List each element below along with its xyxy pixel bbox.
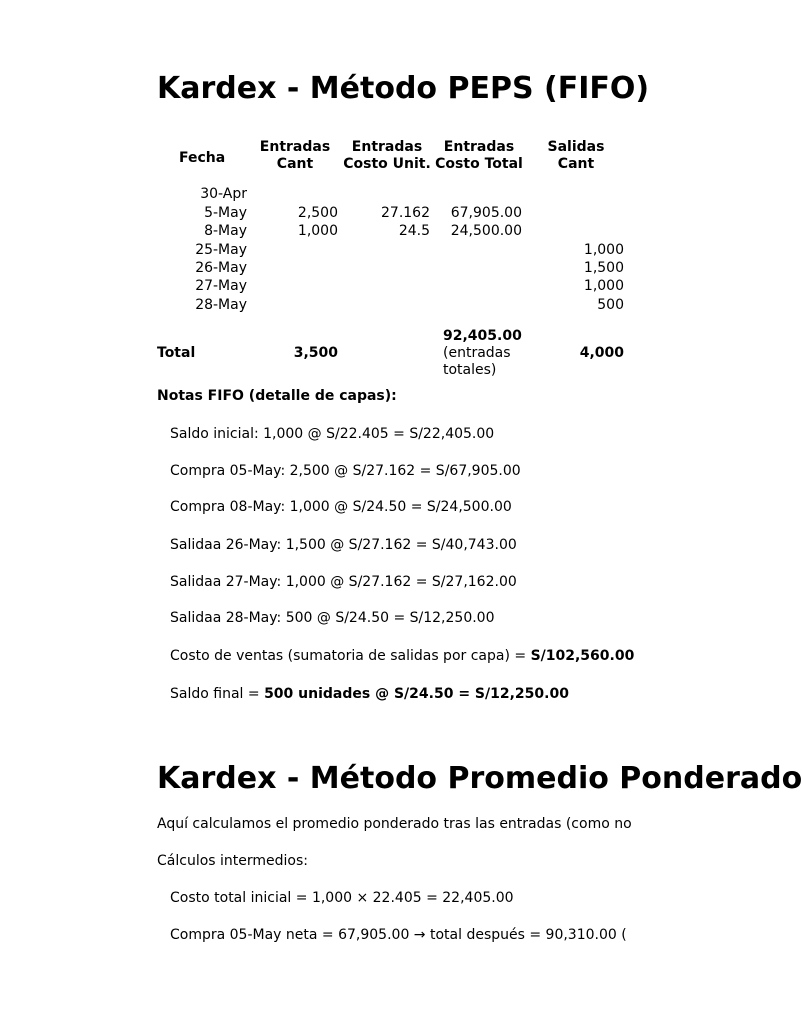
cell-fecha: 25-May: [195, 241, 247, 258]
header-entradas-costo-unit: [341, 137, 433, 177]
calc-line: Compra 05-May neta = 67,905.00 → total después = 90,310.00 (: [170, 927, 627, 943]
cell-ent-cant: [249, 295, 341, 313]
costo-ventas-label: Costo de ventas (sumatoria de salidas por capa) =: [170, 648, 531, 664]
note-line: Salidaa 27-May: 1,000 @ S/27.162 = S/27,162.00: [170, 574, 517, 590]
cell-ent-cu: [341, 277, 433, 295]
note-line: Salidaa 26-May: 1,500 @ S/27.162 = S/40,743.00: [170, 537, 517, 553]
cell-fecha: 5-May: [204, 204, 247, 221]
cell-ent-ct: [433, 240, 525, 258]
table-total-row: [157, 314, 627, 379]
header-fecha: Fecha: [179, 149, 226, 166]
notes-title: Notas FIFO (detalle de capas):: [157, 388, 397, 404]
total-ent-cant: 3,500: [293, 345, 338, 362]
cell-sal-cant: 500: [597, 296, 624, 313]
cell-ent-cu: [341, 185, 433, 203]
cell-ent-ct: 67,905.00: [450, 204, 522, 221]
total-label: Total: [157, 345, 196, 362]
header-entradas-cant: [249, 137, 341, 177]
note-line: Saldo inicial: 1,000 @ S/22.405 = S/22,405.00: [170, 426, 495, 442]
cell-fecha: 27-May: [195, 278, 247, 295]
cell-ent-cant: 2,500: [297, 204, 338, 221]
cell-ent-cant: [249, 277, 341, 295]
document-page: [157, 0, 802, 1024]
cell-ent-cu: [341, 259, 433, 277]
table-row: [157, 259, 627, 277]
cell-ent-ct: [433, 259, 525, 277]
total-ent-ct-note: (entradas totales): [443, 344, 511, 378]
cell-fecha: 26-May: [195, 259, 247, 276]
cell-sal-cant: [525, 203, 627, 221]
cell-fecha: 30-Apr: [200, 186, 247, 203]
total-ent-ct: [433, 314, 525, 379]
fifo-kardex-table: [157, 137, 627, 379]
cell-ent-ct: 24,500.00: [450, 223, 522, 240]
header-line: Entradas: [259, 139, 331, 155]
cell-ent-cant: [249, 185, 341, 203]
note-line: Compra 05-May: 2,500 @ S/27.162 = S/67,905.00: [170, 463, 521, 479]
total-sal-cant: 4,000: [579, 345, 624, 362]
cell-sal-cant: 1,000: [583, 241, 624, 258]
note-line: Salidaa 28-May: 500 @ S/24.50 = S/12,250.00: [170, 610, 495, 626]
header-line: Salidas: [547, 139, 605, 155]
fifo-title: Kardex - Método PEPS (FIFO): [157, 71, 650, 106]
cell-ent-cant: 1,000: [297, 223, 338, 240]
header-line: Entradas: [443, 139, 515, 155]
saldo-final-label: Saldo final =: [170, 686, 265, 702]
cell-sal-cant: 1,500: [583, 259, 624, 276]
cell-fecha: 28-May: [195, 296, 247, 313]
cell-sal-cant: [525, 185, 627, 203]
table-row: [157, 277, 627, 295]
calc-line: Costo total inicial = 1,000 × 22.405 = 22,405.00: [170, 890, 514, 906]
table-header-row: [157, 137, 627, 177]
cell-ent-ct: [433, 185, 525, 203]
cell-sal-cant: [525, 222, 627, 240]
cell-fecha: 8-May: [204, 223, 247, 240]
cell-ent-cu: 27.162: [381, 204, 430, 221]
promedio-intro: Aquí calculamos el promedio ponderado tras las entradas (como no: [157, 816, 632, 832]
cell-sal-cant: 1,000: [583, 278, 624, 295]
cell-ent-cant: [249, 259, 341, 277]
header-salidas-cant: [525, 137, 627, 177]
header-line: Cant: [557, 156, 595, 172]
costo-ventas-value: S/102,560.00: [530, 648, 635, 664]
saldo-final-line: [170, 685, 569, 703]
calc-title: Cálculos intermedios:: [157, 853, 308, 869]
cell-ent-cu: [341, 295, 433, 313]
saldo-final-value: 500 unidades @ S/24.50 = S/12,250.00: [264, 686, 569, 702]
total-ent-ct-value: 92,405.00: [443, 327, 522, 344]
costo-ventas-line: [170, 647, 634, 665]
table-row: [157, 222, 627, 240]
table-row: [157, 240, 627, 258]
note-line: Compra 08-May: 1,000 @ S/24.50 = S/24,500.00: [170, 499, 512, 515]
header-line: Costo Total: [435, 156, 523, 172]
table-row: [157, 185, 627, 203]
cell-ent-ct: [433, 295, 525, 313]
header-line: Entradas: [351, 139, 423, 155]
cell-ent-cu: [341, 240, 433, 258]
header-line: Cant: [276, 156, 314, 172]
table-row: [157, 203, 627, 221]
header-entradas-costo-total: [433, 137, 525, 177]
promedio-title: Kardex - Método Promedio Ponderado: [157, 761, 802, 796]
cell-ent-cu: 24.5: [398, 223, 430, 240]
cell-ent-cant: [249, 240, 341, 258]
cell-ent-ct: [433, 277, 525, 295]
table-row: [157, 295, 627, 313]
header-line: Costo Unit.: [343, 156, 431, 172]
